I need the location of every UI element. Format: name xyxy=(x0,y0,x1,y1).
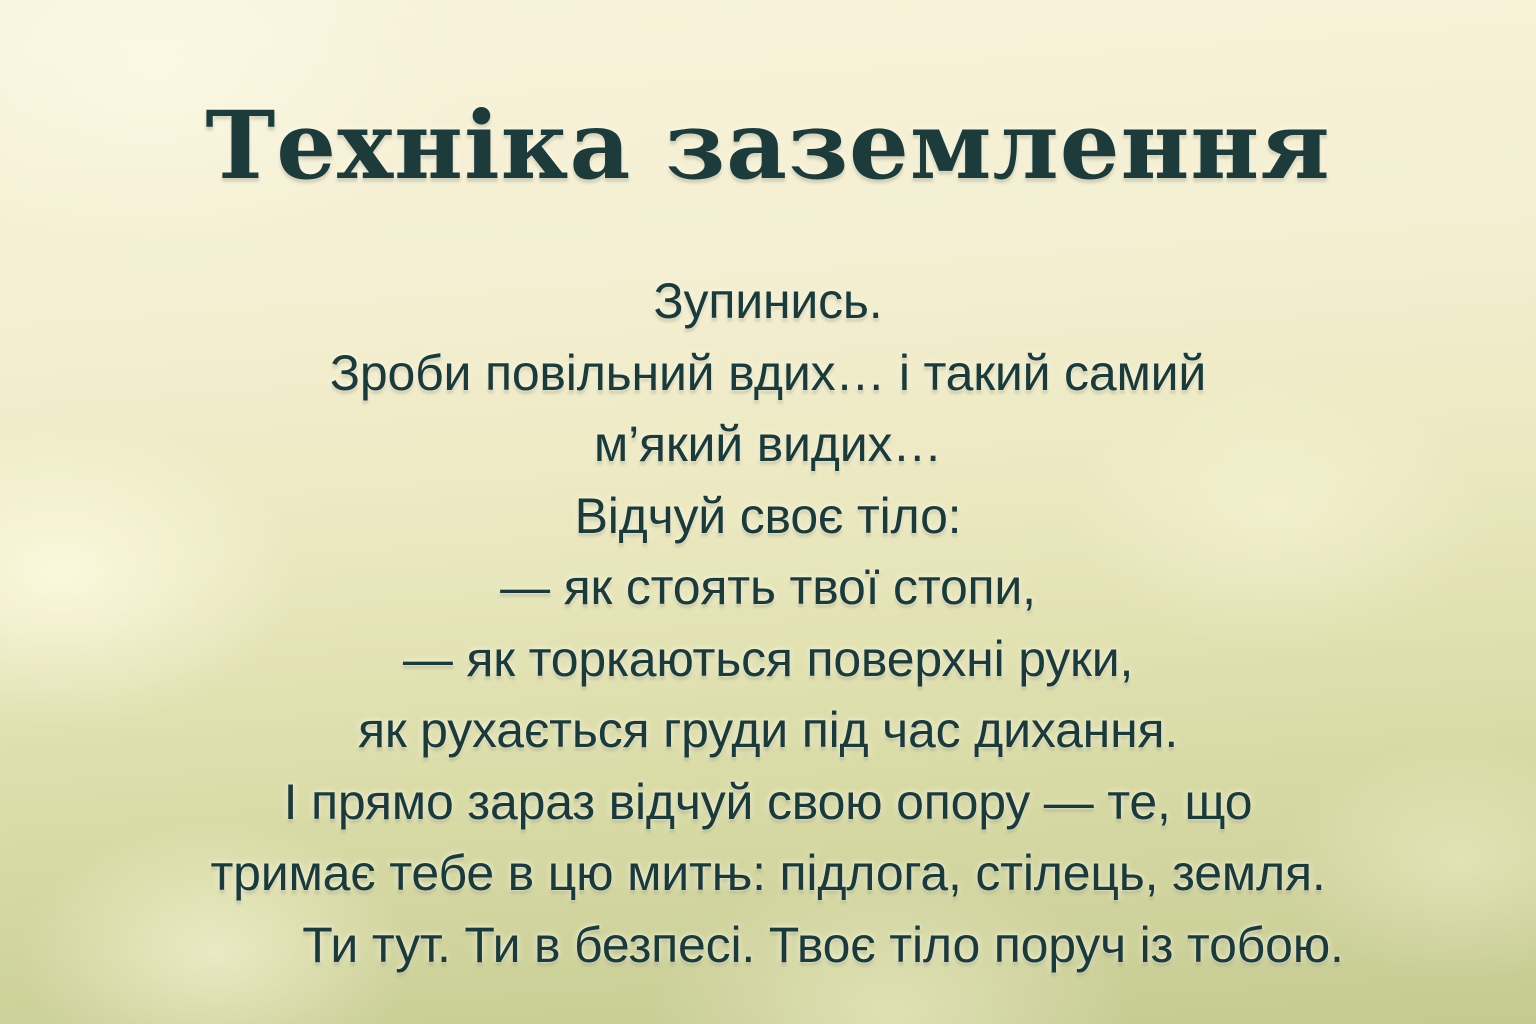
page-title: Техніка заземлення xyxy=(205,91,1331,201)
text-line: Зупинись. xyxy=(653,273,883,330)
text-line: м’який видих… xyxy=(593,416,943,473)
text-line: — як стоять твої стопи, xyxy=(500,559,1036,616)
text-line: тримає тебе в цю митњ: підлога, стілець, земля. xyxy=(210,845,1326,902)
body-text xyxy=(0,266,1536,981)
text-line: І прямо зараз відчуй свою опору — те, що xyxy=(283,773,1253,830)
text-line: Зроби повільний вдих… і такий самий xyxy=(329,344,1207,401)
text-line: як рухається груди під час дихання. xyxy=(357,702,1179,759)
text-line: Ти тут. Ти в безпесі. Твоє тіло поруч із тобою. xyxy=(302,916,1344,973)
text-line: Відчуй своє тіло: xyxy=(574,487,962,544)
text-line: — як торкаються поверхні руки, xyxy=(402,630,1134,687)
